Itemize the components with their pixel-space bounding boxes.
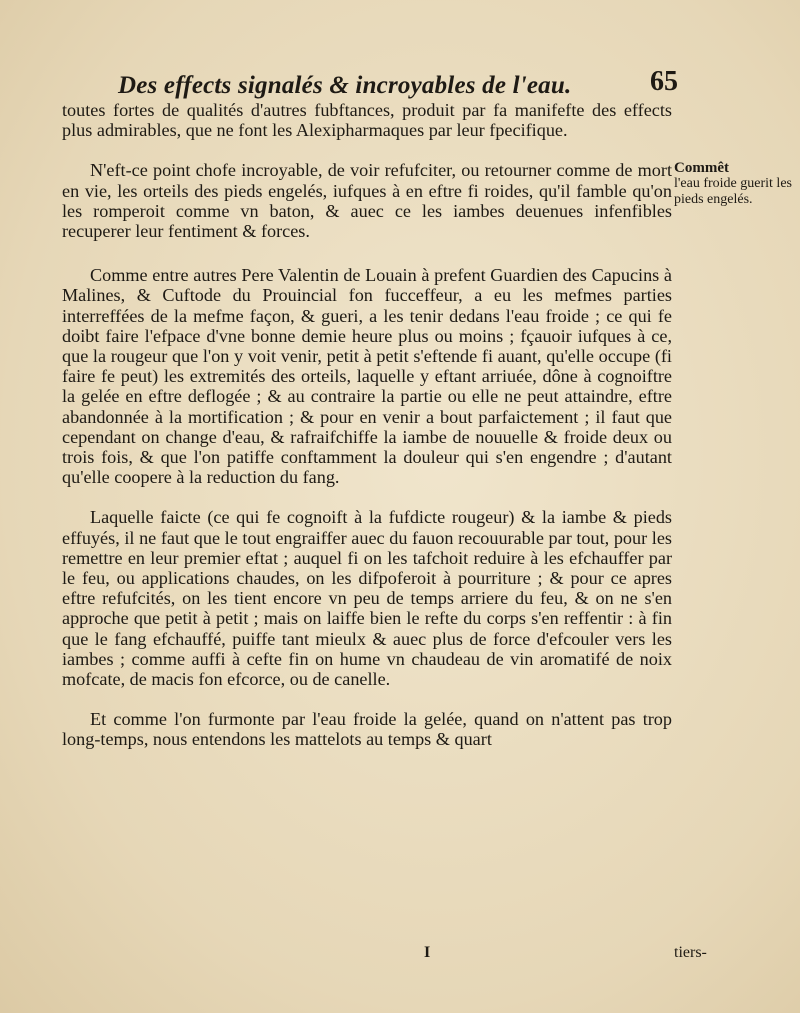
paragraph-2: N'eft-ce point chofe incroyable, de voir refufciter, ou retourner comme de mort en vie, les orteils des pieds engelés, iufques à en eftre fi roides, qu'il famble qu'on les romperoit comme vn baton, & auec ce les iambes deuenues infenfibles recuperer leur fentiment & forces. [62, 160, 672, 242]
paragraph-1: toutes fortes de qualités d'autres fubftances, produit par fa manifefte des effects plus admirables, que ne font les Alexipharmaques par leur fpecifique. [62, 100, 672, 141]
paragraph-5: Et comme l'on furmonte par l'eau froide la gelée, quand on n'attent pas trop long-temps, nous entendons les mattelots au temps & quart [62, 709, 672, 750]
signature-mark: I [424, 944, 431, 961]
body-text [62, 100, 672, 750]
paragraph-3: Comme entre autres Pere Valentin de Louain à prefent Guardien des Capucins à Malines, & Cuftode du Prouincial fon fucceffeur, a eu les mefmes parties interreffées de la mefme façon, & gueri, a les tenir dedans l'eau froide ; ce qui fe doibt faire l'efpace d'vne bonne demie heure plus ou moins ; fçauoir iufques à ce, que la rougeur que l'on y voit venir, petit à petit s'eftende fi auant, qu'elle occupe (fi faire fe peut) les extremités des orteils, laquelle y eftant arriuée, dône à cognoiftre la gelée en eftre deflogée ; & au contraire la partie ou elle ne peut attaindre, eftre abandonnée à la mortification ; & pour en venir a bout parfaictement ; il faut que cependant on change d'eau, & rafraifchiffe la iambe de nouuelle & froide deux ou trois fois, & que l'on patiffe conftamment la douleur qui s'en engendre ; d'autant qu'elle coopere à la reduction du fang. [62, 265, 672, 488]
margin-note-heading: Commêt [674, 160, 729, 176]
margin-note-text: l'eau froide guerit les pieds engelés. [674, 176, 792, 207]
catchword: tiers- [674, 944, 707, 961]
margin-note [674, 160, 794, 208]
paragraph-4: Laquelle faicte (ce qui fe cognoift à la fufdicte rougeur) & la iambe & pieds effuyés, il ne faut que le tout engraiffer auec du fauon recouurable par tout, pour les remettre en leur premier eftat ; auquel fi on les tafchoit reduire à les efchauffer par le feu, ou applications chaudes, on les difpoferoit à pourriture ; & pour ce apres eftre refufcités, on les tient encore vn peu de temps arriere du feu, & on ne s'en approche que petit à petit ; mais on laiffe bien le refte du corps s'en reffentir : à fin que le fang efchauffé, puiffe tant mieulx & auec plus de force d'efcouler vers les iambes ; comme auffi à cefte fin on hume vn chaudeau de vin aromatifé de noix mofcate, de macis fon efcorce, ou de canelle. [62, 507, 672, 690]
running-title: Des effects signalés & incroyables de l'eau. [118, 72, 572, 99]
page-number: 65 [650, 66, 678, 97]
